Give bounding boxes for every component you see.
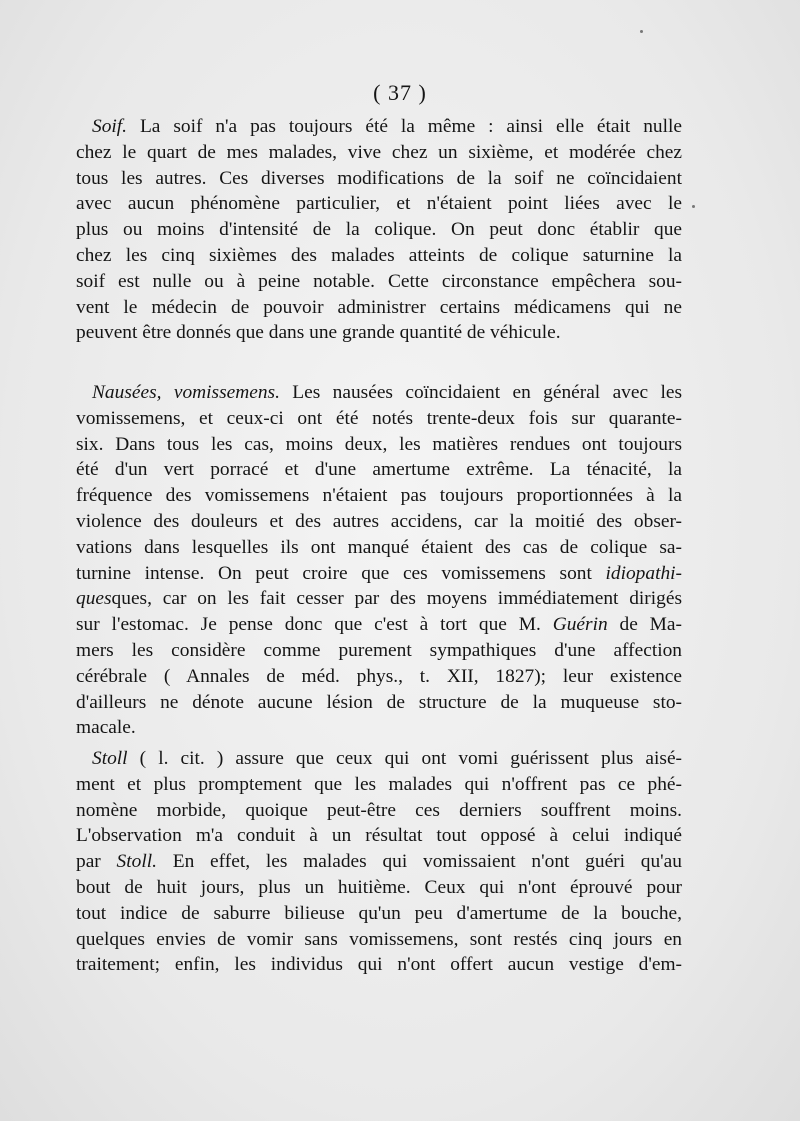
text-line: été d'un vert porracé et d'une amertume extrême. La ténacité, la (76, 459, 682, 481)
text-line: chez les cinq sixièmes des malades atteints de colique saturnine la (76, 244, 682, 266)
text-line: violence des douleurs et des autres accidens, car la moitié des obser- (76, 510, 682, 532)
text-line: six. Dans tous les cas, moins deux, les matières rendues ont toujours (76, 433, 682, 455)
text-line: vomissemens, et ceux-ci ont été notés trente-deux fois sur quarante- (76, 407, 682, 429)
text-line: vations dans lesquelles ils ont manqué étaient des cas de colique sa- (76, 536, 682, 558)
text-line: turnine intense. On peut croire que ces vomissemens sont idiopathi- (76, 562, 682, 584)
text-line: quesques, car on les fait cesser par des moyens immédiatement dirigés (76, 588, 682, 610)
author-name: Guérin (552, 614, 608, 636)
text-line: quelques envies de vomir sans vomissemens, sont restés cinq jours en (76, 928, 682, 950)
text-line: soif est nulle ou à peine notable. Cette circonstance empêchera sou- (76, 270, 682, 292)
text-line: ment et plus promptement que les malades qui n'offrent pas ce phé- (76, 773, 682, 795)
author-name: Stoll. (116, 851, 157, 873)
paragraph-soif (76, 114, 682, 346)
text-line: bout de huit jours, plus un huitième. Ceux qui n'ont éprouvé pour (76, 876, 682, 898)
italic-term: idiopathi- (605, 562, 682, 584)
text-line: nomène morbide, quoique peut-être ces derniers souffrent moins. (76, 799, 682, 821)
paper-speck (640, 30, 643, 33)
author-name: Stoll (92, 748, 128, 769)
text-line: peuvent être donnés que dans une grande quantité de véhicule. (76, 322, 561, 344)
paragraph-stoll (76, 746, 682, 978)
text-line: mers les considère comme purement sympathiques d'une affection (76, 639, 682, 661)
text-line: par Stoll. En effet, les malades qui vomissaient n'ont guéri qu'au (76, 851, 682, 873)
paper-speck (692, 205, 695, 208)
text-line: macale. (76, 717, 136, 739)
text-line: sur l'estomac. Je pense donc que c'est à tort que M. Guérin de Ma- (76, 614, 682, 636)
paragraph-nausees (76, 380, 682, 741)
text-line: Nausées, vomissemens. Les nausées coïncidaient en général avec les (92, 382, 682, 403)
text-line: traitement; enfin, les individus qui n'ont offert aucun vestige d'em- (76, 954, 682, 976)
text-line: avec aucun phénomène particulier, et n'étaient point liées avec le (76, 193, 682, 215)
text-line: tout indice de saburre bilieuse qu'un peu d'amertume de la bouche, (76, 902, 682, 924)
text-line: plus ou moins d'intensité de la colique. On peut donc établir que (76, 219, 682, 241)
text-line: fréquence des vomissemens n'étaient pas toujours proportionnées à la (76, 485, 682, 507)
text-line: tous les autres. Ces diverses modifications de la soif ne coïncidaient (76, 167, 682, 189)
text-line: chez le quart de mes malades, vive chez un sixième, et modérée chez (76, 141, 682, 163)
text-line: Soif. La soif n'a pas toujours été la même : ainsi elle était nulle (92, 116, 682, 137)
text-line: vent le médecin de pouvoir administrer certains médicamens qui ne (76, 296, 682, 318)
page-number: ( 37 ) (373, 80, 427, 105)
italic-term: ques (76, 588, 112, 610)
paragraph-heading: Nausées, vomissemens. (92, 382, 280, 403)
text-line: Stoll ( l. cit. ) assure que ceux qui ont vomi guérissent plus aisé- (92, 748, 682, 769)
text-line: d'ailleurs ne dénote aucune lésion de structure de la muqueuse sto- (76, 691, 682, 713)
text-line: cérébrale ( Annales de méd. phys., t. XII, 1827); leur existence (76, 665, 682, 687)
citation: ( l. cit. ) (139, 748, 224, 769)
paragraph-heading: Soif. (92, 116, 128, 137)
text-line: L'observation m'a conduit à un résultat tout opposé à celui indiqué (76, 825, 682, 847)
